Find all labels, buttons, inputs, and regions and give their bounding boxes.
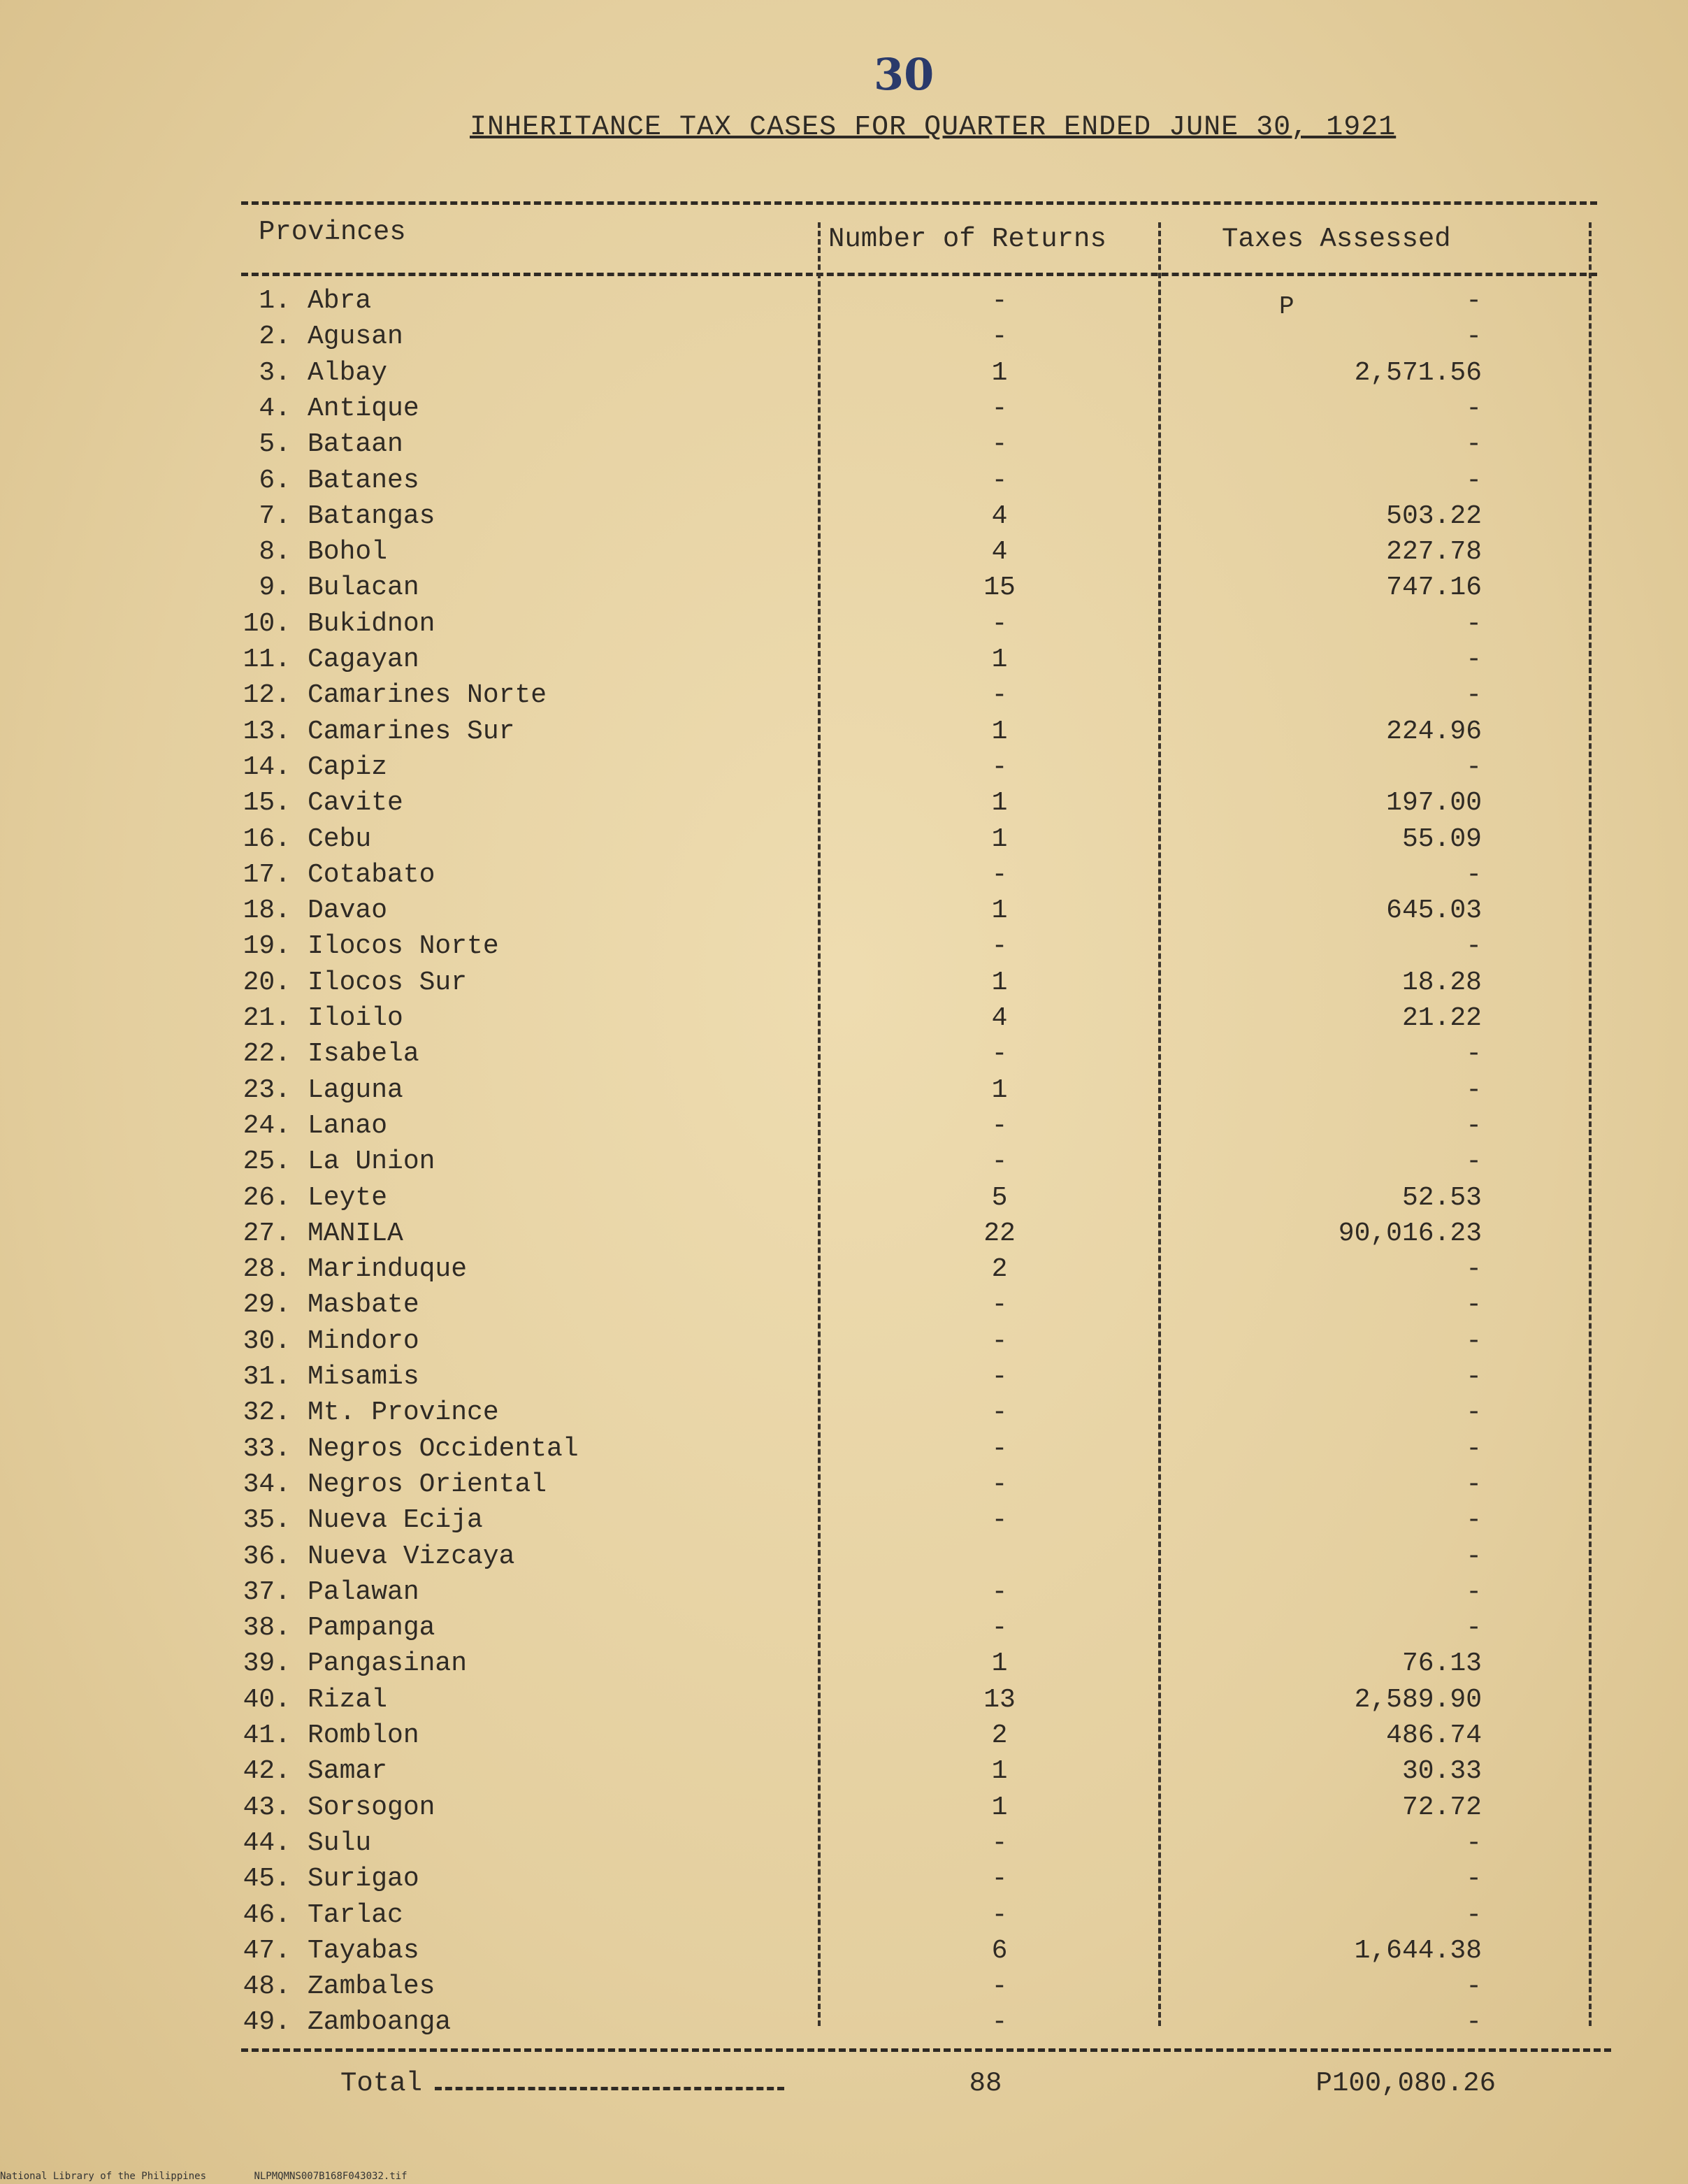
taxes-assessed: - <box>1466 1398 1482 1428</box>
total-taxes: P100,080.26 <box>1315 2068 1496 2099</box>
province-name: Cebu <box>308 824 372 854</box>
row-number: 24. <box>243 1110 291 1141</box>
province-name: Lanao <box>308 1110 388 1141</box>
table-row <box>0 1610 1688 1646</box>
table-row <box>0 1108 1688 1144</box>
table-row <box>0 1574 1688 1610</box>
header-provinces: Provinces <box>259 217 406 247</box>
table-row <box>0 1825 1688 1861</box>
table-row <box>0 1216 1688 1251</box>
number-of-returns: 4 <box>991 537 1008 568</box>
row-number: 29. <box>243 1290 291 1321</box>
number-of-returns: - <box>991 1576 1008 1607</box>
peso-sign: P <box>1279 292 1294 321</box>
province-name: Bukidnon <box>308 608 435 639</box>
table-row <box>0 1287 1688 1323</box>
row-number: 39. <box>243 1648 291 1679</box>
province-name: Agusan <box>308 322 403 352</box>
number-of-returns: - <box>991 1899 1008 1930</box>
number-of-returns: - <box>991 322 1008 352</box>
table-row <box>0 749 1688 785</box>
taxes-assessed: 76.13 <box>1401 1648 1482 1679</box>
taxes-assessed: - <box>1466 429 1482 460</box>
total-returns: 88 <box>969 2068 1002 2099</box>
row-number: 34. <box>243 1469 291 1500</box>
row-number: 12. <box>243 680 291 711</box>
number-of-returns: 1 <box>991 824 1008 854</box>
taxes-assessed: 486.74 <box>1386 1720 1482 1751</box>
taxes-assessed: - <box>1466 1613 1482 1644</box>
table-row <box>0 1502 1688 1538</box>
row-number: 15. <box>243 788 291 819</box>
province-name: Zambales <box>308 1971 435 2002</box>
table-row <box>0 1431 1688 1467</box>
province-name: Bataan <box>308 429 403 460</box>
row-number: 48. <box>243 1971 291 2002</box>
row-number: 30. <box>243 1326 291 1356</box>
table-row <box>0 1251 1688 1287</box>
province-name: Laguna <box>308 1075 403 1105</box>
table-row <box>0 426 1688 462</box>
table-row <box>0 677 1688 713</box>
taxes-assessed: - <box>1466 608 1482 639</box>
table-row <box>0 1753 1688 1789</box>
row-number: 43. <box>243 1792 291 1823</box>
province-name: MANILA <box>308 1218 403 1249</box>
taxes-assessed: - <box>1466 1290 1482 1321</box>
table-row <box>0 821 1688 857</box>
row-number: 44. <box>243 1827 291 1858</box>
row-number: 38. <box>243 1613 291 1644</box>
number-of-returns: 1 <box>991 1792 1008 1823</box>
province-name: Sulu <box>308 1827 372 1858</box>
taxes-assessed: - <box>1466 931 1482 962</box>
province-name: Rizal <box>308 1684 388 1715</box>
footer-credit <box>0 2171 449 2182</box>
taxes-assessed: 503.22 <box>1386 501 1482 531</box>
number-of-returns: - <box>991 1613 1008 1644</box>
row-number: 10. <box>243 608 291 639</box>
province-name: Iloilo <box>308 1003 403 1033</box>
number-of-returns: - <box>991 1362 1008 1392</box>
taxes-assessed: - <box>1466 1541 1482 1572</box>
taxes-assessed: - <box>1466 1827 1482 1858</box>
number-of-returns: 1 <box>991 1075 1008 1105</box>
table-row <box>0 1000 1688 1036</box>
province-name: Cavite <box>308 788 403 819</box>
table-row <box>0 642 1688 677</box>
province-name: Misamis <box>308 1362 419 1392</box>
table-row <box>0 283 1688 319</box>
table-row <box>0 606 1688 642</box>
taxes-assessed: 197.00 <box>1386 788 1482 819</box>
row-number: 8. <box>259 537 291 568</box>
taxes-assessed: 224.96 <box>1386 716 1482 747</box>
row-number: 2. <box>259 322 291 352</box>
taxes-assessed: - <box>1466 752 1482 782</box>
row-number: 11. <box>243 645 291 675</box>
row-number: 23. <box>243 1075 291 1105</box>
table-row <box>0 1036 1688 1072</box>
number-of-returns: 13 <box>983 1684 1016 1715</box>
province-name: Albay <box>308 357 388 388</box>
taxes-assessed: - <box>1466 465 1482 496</box>
row-number: 7. <box>259 501 291 531</box>
province-name: Nueva Ecija <box>308 1505 483 1536</box>
taxes-assessed: - <box>1466 1899 1482 1930</box>
taxes-assessed: 2,589.90 <box>1354 1684 1482 1715</box>
number-of-returns: 15 <box>983 573 1016 603</box>
province-name: Samar <box>308 1756 388 1787</box>
taxes-assessed: 30.33 <box>1401 1756 1482 1787</box>
number-of-returns: - <box>991 1433 1008 1464</box>
row-number: 14. <box>243 752 291 782</box>
row-number: 25. <box>243 1147 291 1177</box>
taxes-assessed: - <box>1466 286 1482 316</box>
province-name: Negros Occidental <box>308 1433 579 1464</box>
table-row <box>0 463 1688 498</box>
table-row <box>0 1467 1688 1502</box>
total-dash-leader <box>435 2087 784 2090</box>
taxes-assessed: - <box>1466 1254 1482 1285</box>
province-name: Romblon <box>308 1720 419 1751</box>
number-of-returns: 1 <box>991 357 1008 388</box>
taxes-assessed: 72.72 <box>1401 1792 1482 1823</box>
table-row <box>0 1790 1688 1825</box>
number-of-returns: 4 <box>991 501 1008 531</box>
table-row <box>0 1897 1688 1933</box>
table-row <box>0 1861 1688 1897</box>
row-number: 26. <box>243 1182 291 1213</box>
number-of-returns: - <box>991 1110 1008 1141</box>
province-name: Ilocos Sur <box>308 967 468 998</box>
taxes-assessed: - <box>1466 680 1482 711</box>
header-number-of-returns: Number of Returns <box>828 224 1106 254</box>
province-name: Palawan <box>308 1576 419 1607</box>
number-of-returns: 5 <box>991 1182 1008 1213</box>
row-number: 17. <box>243 859 291 890</box>
row-number: 18. <box>243 896 291 926</box>
number-of-returns: 6 <box>991 1935 1008 1966</box>
table-bottom-rule <box>241 2048 1611 2052</box>
row-number: 40. <box>243 1684 291 1715</box>
number-of-returns: 4 <box>991 1003 1008 1033</box>
province-name: Antique <box>308 393 419 424</box>
number-of-returns: - <box>991 931 1008 962</box>
row-number: 32. <box>243 1398 291 1428</box>
number-of-returns: 1 <box>991 788 1008 819</box>
taxes-assessed: - <box>1466 1864 1482 1895</box>
number-of-returns: 2 <box>991 1254 1008 1285</box>
taxes-assessed: - <box>1466 1147 1482 1177</box>
table-row <box>0 785 1688 821</box>
province-name: Camarines Norte <box>308 680 547 711</box>
taxes-assessed: 227.78 <box>1386 537 1482 568</box>
table-row <box>0 1933 1688 1969</box>
taxes-assessed: - <box>1466 1505 1482 1536</box>
province-name: La Union <box>308 1147 435 1177</box>
number-of-returns: - <box>991 1827 1008 1858</box>
header-bottom-rule <box>241 273 1597 276</box>
taxes-assessed: - <box>1466 322 1482 352</box>
province-name: Bulacan <box>308 573 419 603</box>
number-of-returns: 1 <box>991 645 1008 675</box>
table-row <box>0 1144 1688 1179</box>
taxes-assessed: - <box>1466 1469 1482 1500</box>
province-name: Cagayan <box>308 645 419 675</box>
table-row <box>0 857 1688 893</box>
taxes-assessed: 18.28 <box>1401 967 1482 998</box>
taxes-assessed: - <box>1466 1039 1482 1070</box>
row-number: 37. <box>243 1576 291 1607</box>
table-row <box>0 1682 1688 1718</box>
row-number: 1. <box>259 286 291 316</box>
province-name: Tayabas <box>308 1935 419 1966</box>
row-number: 6. <box>259 465 291 496</box>
table-row <box>0 893 1688 928</box>
table-row <box>0 1969 1688 2004</box>
province-name: Batanes <box>308 465 419 496</box>
number-of-returns: 1 <box>991 1648 1008 1679</box>
table-row <box>0 714 1688 749</box>
taxes-assessed: 747.16 <box>1386 573 1482 603</box>
footer-library: National Library of the Philippines <box>0 2171 207 2182</box>
number-of-returns: - <box>991 286 1008 316</box>
number-of-returns: - <box>991 1039 1008 1070</box>
row-number: 19. <box>243 931 291 962</box>
province-name: Ilocos Norte <box>308 931 499 962</box>
row-number: 47. <box>243 1935 291 1966</box>
header-taxes-assessed: Taxes Assessed <box>1222 224 1451 254</box>
taxes-assessed: 55.09 <box>1401 824 1482 854</box>
province-name: Isabela <box>308 1039 419 1070</box>
province-name: Capiz <box>308 752 388 782</box>
number-of-returns: - <box>991 680 1008 711</box>
taxes-assessed: - <box>1466 859 1482 890</box>
table-row <box>0 1395 1688 1430</box>
table-row <box>0 319 1688 354</box>
table-row <box>0 570 1688 605</box>
row-number: 49. <box>243 2007 291 2038</box>
row-number: 3. <box>259 357 291 388</box>
number-of-returns: - <box>991 2007 1008 2038</box>
province-name: Nueva Vizcaya <box>308 1541 515 1572</box>
province-name: Leyte <box>308 1182 388 1213</box>
province-name: Bohol <box>308 537 388 568</box>
number-of-returns: 1 <box>991 1756 1008 1787</box>
row-number: 13. <box>243 716 291 747</box>
row-number: 9. <box>259 573 291 603</box>
row-number: 22. <box>243 1039 291 1070</box>
row-number: 20. <box>243 967 291 998</box>
row-number: 45. <box>243 1864 291 1895</box>
table-row <box>0 1718 1688 1753</box>
number-of-returns: - <box>991 1505 1008 1536</box>
table-row <box>0 1180 1688 1216</box>
number-of-returns: 22 <box>983 1218 1016 1249</box>
table-row <box>0 1323 1688 1359</box>
province-name: Zamboanga <box>308 2007 452 2038</box>
number-of-returns: - <box>991 1147 1008 1177</box>
number-of-returns: 2 <box>991 1720 1008 1751</box>
taxes-assessed: - <box>1466 1433 1482 1464</box>
province-name: Marinduque <box>308 1254 468 1285</box>
document-title: INHERITANCE TAX CASES FOR QUARTER ENDED JUNE 30, 1921 <box>470 112 1397 143</box>
number-of-returns: 1 <box>991 716 1008 747</box>
taxes-assessed: - <box>1466 393 1482 424</box>
number-of-returns: - <box>991 429 1008 460</box>
number-of-returns: - <box>991 1971 1008 2002</box>
province-name: Batangas <box>308 501 435 531</box>
number-of-returns: - <box>991 752 1008 782</box>
row-number: 46. <box>243 1899 291 1930</box>
number-of-returns: - <box>991 1326 1008 1356</box>
row-number: 41. <box>243 1720 291 1751</box>
row-number: 31. <box>243 1362 291 1392</box>
taxes-assessed: - <box>1466 1326 1482 1356</box>
table-row <box>0 928 1688 964</box>
table-row <box>0 355 1688 391</box>
province-name: Pangasinan <box>308 1648 468 1679</box>
number-of-returns: - <box>991 393 1008 424</box>
table-row <box>0 1646 1688 1681</box>
province-name: Camarines Sur <box>308 716 515 747</box>
row-number: 4. <box>259 393 291 424</box>
page-number: 30 <box>874 49 935 100</box>
table-top-rule <box>241 201 1597 205</box>
number-of-returns: - <box>991 1469 1008 1500</box>
number-of-returns: - <box>991 465 1008 496</box>
row-number: 33. <box>243 1433 291 1464</box>
taxes-assessed: 52.53 <box>1401 1182 1482 1213</box>
table-row <box>0 534 1688 570</box>
number-of-returns: 1 <box>991 896 1008 926</box>
row-number: 5. <box>259 429 291 460</box>
row-number: 21. <box>243 1003 291 1033</box>
taxes-assessed: 645.03 <box>1386 896 1482 926</box>
row-number: 42. <box>243 1756 291 1787</box>
number-of-returns: - <box>991 1864 1008 1895</box>
taxes-assessed: - <box>1466 1075 1482 1105</box>
row-number: 27. <box>243 1218 291 1249</box>
province-name: Tarlac <box>308 1899 403 1930</box>
province-name: Sorsogon <box>308 1792 435 1823</box>
table-row <box>0 1072 1688 1108</box>
total-label: Total <box>340 2068 423 2099</box>
table-row <box>0 1359 1688 1395</box>
table-row <box>0 965 1688 1000</box>
taxes-assessed: - <box>1466 645 1482 675</box>
province-name: Surigao <box>308 1864 419 1895</box>
province-name: Mt. Province <box>308 1398 499 1428</box>
province-name: Abra <box>308 286 372 316</box>
number-of-returns: - <box>991 1398 1008 1428</box>
row-number: 16. <box>243 824 291 854</box>
taxes-assessed: - <box>1466 1110 1482 1141</box>
province-name: Mindoro <box>308 1326 419 1356</box>
table-row <box>0 1539 1688 1574</box>
taxes-assessed: 90,016.23 <box>1338 1218 1482 1249</box>
province-name: Masbate <box>308 1290 419 1321</box>
row-number: 36. <box>243 1541 291 1572</box>
footer-file: NLPMQMNS007B168F043032.tif <box>254 2171 407 2182</box>
table-row <box>0 498 1688 534</box>
number-of-returns: - <box>991 1290 1008 1321</box>
number-of-returns: - <box>991 608 1008 639</box>
row-number: 28. <box>243 1254 291 1285</box>
province-name: Davao <box>308 896 388 926</box>
row-number: 35. <box>243 1505 291 1536</box>
taxes-assessed: - <box>1466 1971 1482 2002</box>
taxes-assessed: 2,571.56 <box>1354 357 1482 388</box>
table-row <box>0 2004 1688 2040</box>
province-name: Pampanga <box>308 1613 435 1644</box>
province-name: Negros Oriental <box>308 1469 547 1500</box>
taxes-assessed: 21.22 <box>1401 1003 1482 1033</box>
number-of-returns: - <box>991 859 1008 890</box>
taxes-assessed: 1,644.38 <box>1354 1935 1482 1966</box>
number-of-returns: 1 <box>991 967 1008 998</box>
table-row <box>0 391 1688 426</box>
taxes-assessed: - <box>1466 2007 1482 2038</box>
province-name: Cotabato <box>308 859 435 890</box>
taxes-assessed: - <box>1466 1576 1482 1607</box>
taxes-assessed: - <box>1466 1362 1482 1392</box>
